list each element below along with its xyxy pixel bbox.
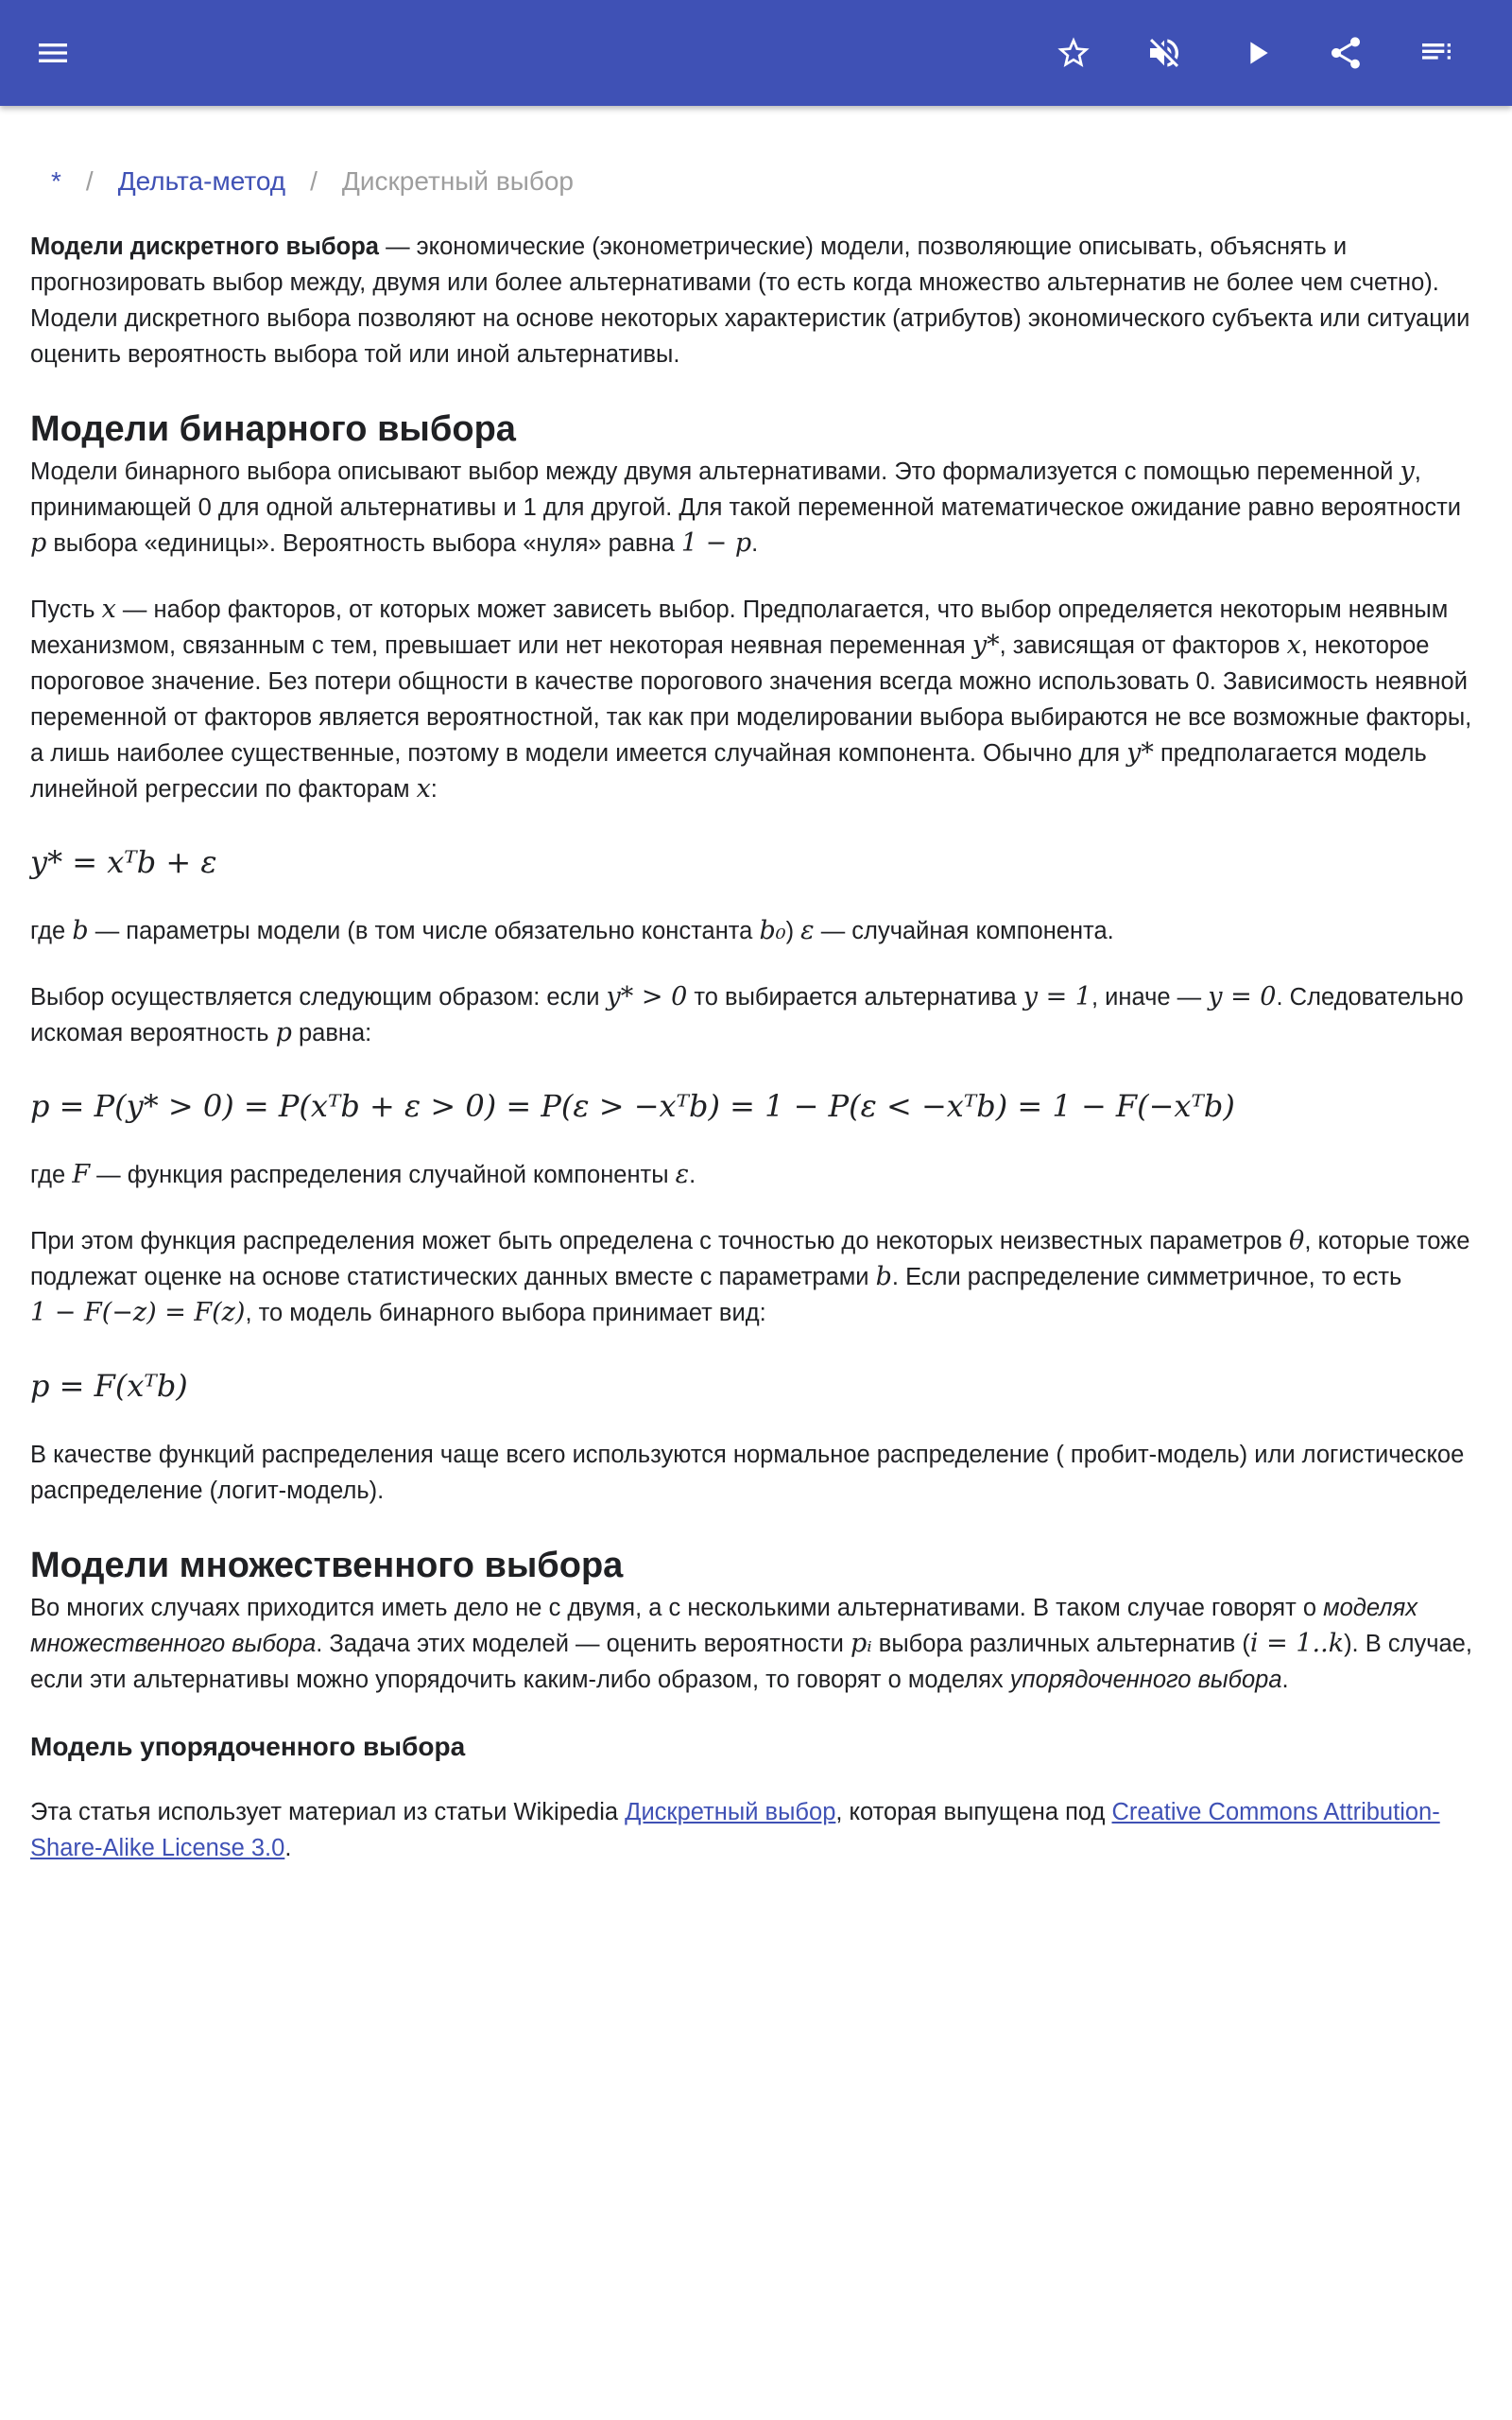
breadcrumb-separator: /	[310, 166, 318, 196]
text-run: , которые тоже подлежат оценке на основе статистических данных вместе с параметрами	[30, 1228, 1470, 1290]
text-run: где	[30, 1162, 73, 1188]
binary-paragraph-7: В качестве функций распределения чаще всего используются нормальное распределение ( пробит-модель) или логистическое распределение (логит-модель).	[30, 1442, 1465, 1504]
share-icon[interactable]	[1319, 26, 1372, 79]
math-inline: b	[875, 1262, 892, 1291]
text-run: При этом функция распределения может быть определена с точностью до некоторых неизвестных параметров	[30, 1228, 1290, 1254]
math-inline: pᵢ	[850, 1629, 872, 1658]
text-run: Пусть	[30, 596, 102, 623]
breadcrumb-home-link[interactable]: *	[51, 166, 61, 196]
math-inline: y	[1400, 457, 1415, 486]
text-run: .	[689, 1162, 696, 1188]
math-inline: y* > 0	[606, 982, 688, 1011]
menu-icon[interactable]	[26, 26, 79, 79]
text-run: , иначе —	[1091, 984, 1209, 1011]
intro-term: Модели дискретного выбора	[30, 233, 379, 260]
formula-binary-model: p = F(xᵀb)	[30, 1368, 188, 1404]
text-run: :	[430, 776, 438, 803]
math-inline: p	[30, 528, 47, 558]
emphasis-text: упорядоченного выбора	[1009, 1667, 1282, 1693]
math-inline: 1 − F(−z) = F(z)	[30, 1298, 246, 1327]
wikipedia-article-link[interactable]: Дискретный выбор	[625, 1799, 836, 1825]
formula-latent-regression: y* = xᵀb + ε	[30, 844, 217, 880]
article-content	[30, 163, 1482, 1896]
text-run: ). В случае, если эти альтернативы можно упорядочить каким-либо образом, то говорят о моделях	[30, 1631, 1472, 1693]
math-inline: y = 0	[1208, 982, 1277, 1011]
text-run: Модели бинарного выбора описывают выбор между двумя альтернативами. Это формализуется с помощью переменной	[30, 458, 1400, 485]
breadcrumb-current: Дискретный выбор	[341, 166, 575, 196]
text-run: .	[284, 1835, 292, 1861]
binary-paragraph-3	[30, 913, 1482, 949]
intro-text: — экономические (эконометрические) модели, позволяющие описывать, объяснять и прогнозировать выбор между, двумя или более альтернативами (то есть когда множество альтернатив не более чем счетно). Модели дискретного выбора позволяют на основе некоторых характеристик (атрибутов) экономического субъекта или ситуации оценить вероятность выбора той или иной альтернативы.	[30, 233, 1470, 368]
text-run: , некоторое пороговое значение. Без потери общности в качестве порогового значения всегда можно использовать 0. Зависимость неявной переменной от факторов является вероятностной, так как при моделировании выбора выбираются не все возможные факторы, а лишь наиболее существенные, поэтому в модели имеется случайная компонента. Обычно для	[30, 632, 1472, 767]
intro-paragraph	[30, 229, 1482, 372]
text-run: предполагается модель линейной регрессии по факторам	[30, 740, 1427, 803]
breadcrumb	[51, 163, 1482, 200]
binary-paragraph-2	[30, 592, 1482, 807]
text-run: . Задача этих моделей — оценить вероятности	[316, 1631, 850, 1657]
math-inline: x	[101, 595, 116, 624]
star-outline-icon[interactable]	[1047, 26, 1100, 79]
math-inline: p	[275, 1018, 292, 1047]
text-run: . Следовательно искомая вероятность	[30, 984, 1464, 1046]
text-run: равна:	[291, 1020, 372, 1046]
playlist-icon[interactable]	[1410, 26, 1463, 79]
binary-paragraph-5	[30, 1157, 1482, 1193]
text-run: выбора «единицы». Вероятность выбора «нуля» равна	[46, 530, 681, 557]
volume-off-icon[interactable]	[1138, 26, 1191, 79]
text-run: Выбор осуществляется следующим образом: если	[30, 984, 607, 1011]
subsection-heading-ordered: Модель упорядоченного выбора	[30, 1732, 466, 1761]
math-inline: y*	[1126, 738, 1154, 768]
text-run: выбора различных альтернатив (	[871, 1631, 1250, 1657]
text-run: , которая выпущена под	[835, 1799, 1112, 1825]
text-run: — случайная компонента.	[814, 918, 1114, 944]
math-inline: y*	[971, 631, 1000, 660]
text-run: — функция распределения случайной компоненты	[90, 1162, 676, 1188]
text-run: , то модель бинарного выбора принимает вид:	[245, 1300, 766, 1326]
license-link[interactable]: Creative Commons Attribution-Share-Alike License 3.0	[30, 1799, 1440, 1861]
text-run: — параметры модели (в том числе обязательно константа	[88, 918, 760, 944]
math-inline: b₀	[759, 916, 786, 945]
emphasis-text: моделях множественного выбора	[30, 1595, 1418, 1657]
text-run: . Если распределение симметричное, то есть	[891, 1264, 1402, 1290]
breadcrumb-separator: /	[85, 166, 94, 196]
app-bar	[0, 0, 1512, 106]
text-run: , принимающей 0 для одной альтернативы и 1 для другой. Для такой переменной математическое ожидание равно вероятности	[30, 458, 1461, 521]
text-run: — набор факторов, от которых может зависеть выбор. Предполагается, что выбор определяется некоторым неявным механизмом, связанным с тем, превышает или нет некоторая неявная переменная	[30, 596, 1449, 659]
text-run: .	[1281, 1667, 1289, 1693]
attribution-paragraph	[30, 1794, 1482, 1866]
section-heading-binary: Модели бинарного выбора	[30, 409, 516, 449]
section-heading-multiple: Модели множественного выбора	[30, 1546, 624, 1585]
math-inline: F	[72, 1160, 91, 1189]
text-run: .	[751, 530, 759, 557]
math-inline: i = 1..k	[1249, 1629, 1345, 1658]
breadcrumb-parent-link[interactable]: Дельта-метод	[117, 166, 286, 196]
play-icon[interactable]	[1230, 26, 1283, 79]
math-inline: b	[72, 916, 89, 945]
text-run: , зависящая от факторов	[999, 632, 1287, 659]
math-inline: θ	[1289, 1226, 1305, 1255]
math-inline: 1 − p	[680, 528, 752, 558]
math-inline: ε	[675, 1160, 690, 1189]
math-inline: ε	[800, 916, 815, 945]
math-inline: y = 1	[1022, 982, 1091, 1011]
text-run: то выбирается альтернатива	[687, 984, 1023, 1011]
formula-probability-derivation: p = P(y* > 0) = P(xᵀb + ε > 0) = P(ε > −xᵀb) = 1 − P(ε < −xᵀb) = 1 − F(−xᵀb)	[30, 1088, 1235, 1124]
math-inline: x	[1286, 631, 1301, 660]
binary-paragraph-1	[30, 454, 1482, 562]
text-run: Во многих случаях приходится иметь дело не с двумя, а с несколькими альтернативами. В таком случае говорят о	[30, 1595, 1324, 1621]
binary-paragraph-4	[30, 979, 1482, 1051]
text-run: где	[30, 918, 73, 944]
multiple-paragraph-1	[30, 1590, 1482, 1698]
text-run: Эта статья использует материал из статьи Wikipedia	[30, 1799, 626, 1825]
text-run: )	[785, 918, 801, 944]
binary-paragraph-6	[30, 1223, 1482, 1331]
math-inline: x	[416, 774, 431, 804]
